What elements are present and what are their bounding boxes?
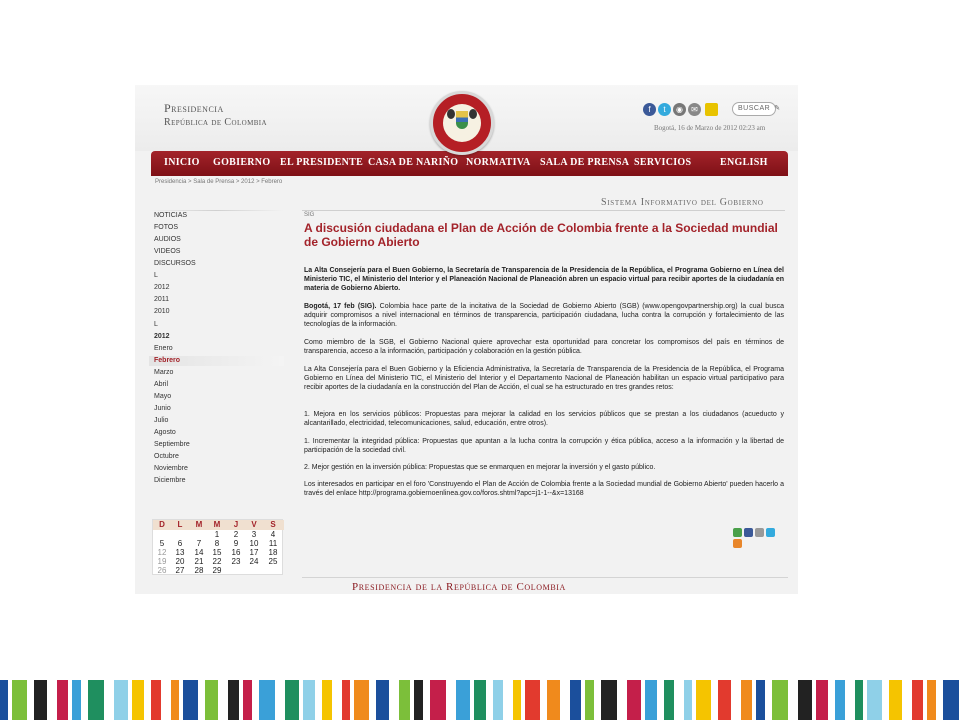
calendar-day[interactable]: 14 — [194, 548, 204, 557]
stripe-bar — [718, 680, 731, 720]
brand-subtitle: República de Colombia — [164, 117, 267, 128]
coat-of-arms-icon — [456, 111, 468, 129]
sidebar-month-septiembre[interactable]: Septiembre — [154, 441, 190, 448]
sidebar-current-year: 2012 — [154, 333, 170, 340]
main-nav — [151, 151, 788, 176]
stripe-bar — [205, 680, 218, 720]
seal-inner — [443, 104, 481, 142]
article-paragraph: 1. Incrementar la integridad pública: Propuestas que apuntan a la lucha contra la corrupción y ética pública, acceso a la información y la libertad de participación de la sociedad civil. — [304, 438, 784, 454]
sidebar-item-audios[interactable]: AUDIOS — [154, 236, 181, 243]
stripe-bar — [0, 680, 8, 720]
presidency-seal-logo[interactable] — [430, 91, 494, 155]
stripe-bar — [664, 680, 674, 720]
share-more-icon[interactable] — [733, 539, 742, 548]
breadcrumb[interactable]: Presidencia > Sala de Prensa > 2012 > Febrero — [155, 179, 283, 185]
nav-normativa[interactable]: NORMATIVA — [466, 157, 531, 168]
share-facebook-icon[interactable] — [744, 528, 753, 537]
stripe-bar — [259, 680, 275, 720]
stripe-bar — [912, 680, 923, 720]
share-twitter-icon[interactable] — [766, 528, 775, 537]
stripe-bar — [151, 680, 161, 720]
calendar-day[interactable]: 29 — [212, 566, 222, 575]
stripe-bar — [34, 680, 47, 720]
nav-servicios[interactable]: SERVICIOS — [634, 157, 692, 168]
stripe-bar — [57, 680, 68, 720]
sidebar-month-marzo[interactable]: Marzo — [154, 369, 174, 376]
facebook-icon[interactable]: f — [643, 103, 656, 116]
article-paragraph: 1. Mejora en los servicios públicos: Propuestas para mejorar la calidad en los servicios públicos que se prestan a los ciudadanos (acueducto y alcantarillado, electricidad, telecomunicaciones, salud, educación, entre otros). — [304, 411, 784, 427]
stripe-bar — [243, 680, 252, 720]
search-button[interactable]: BUSCAR ✎ — [732, 102, 776, 116]
article-paragraph — [304, 302, 784, 329]
stripe-bar — [376, 680, 389, 720]
stripe-bar — [12, 680, 27, 720]
stripe-bar — [798, 680, 812, 720]
calendar-day[interactable]: 11 — [268, 539, 278, 548]
sidebar-divider — [149, 210, 284, 211]
stripe-bar — [601, 680, 617, 720]
sidebar-year-2010[interactable]: 2010 — [154, 308, 170, 315]
condor-wing-right — [469, 109, 477, 119]
stripe-bar — [513, 680, 521, 720]
calendar-day[interactable]: 1 — [214, 530, 220, 539]
calendar-day[interactable]: 9 — [233, 539, 239, 548]
article-dateline: Bogotá, 17 feb (SIG). — [304, 303, 377, 310]
stripe-bar — [430, 680, 446, 720]
stripe-bar — [474, 680, 486, 720]
calendar-weekday-header: L — [177, 520, 183, 529]
article-paragraph: Los interesados en participar en el foro 'Construyendo el Plan de Acción de Colombia frente a la Sociedad mundial de Gobierno Abierto' pueden hacerlo a través del enlace http://programa.gobiernoenlinea.gov.co/foros.shtml?apc=j1-1--&x=13168 — [304, 481, 784, 497]
calendar-day[interactable]: 27 — [175, 566, 185, 575]
stripe-bar — [322, 680, 332, 720]
calendar-day[interactable]: 15 — [212, 548, 222, 557]
calendar-day[interactable]: 7 — [196, 539, 202, 548]
stripe-bar — [816, 680, 828, 720]
stripe-bar — [285, 680, 299, 720]
calendar-weekday-header: M — [213, 520, 221, 529]
stripe-bar — [228, 680, 239, 720]
sidebar-month-abril[interactable]: Abril — [154, 381, 169, 388]
calendar-day[interactable]: 20 — [175, 557, 185, 566]
decorative-color-stripe — [0, 680, 960, 720]
calendar-weekday-header: V — [251, 520, 257, 529]
email-icon[interactable]: ✉ — [688, 103, 701, 116]
sidebar-month-enero[interactable]: Enero — [154, 345, 173, 352]
share-google-icon[interactable] — [733, 528, 742, 537]
stripe-bar — [493, 680, 503, 720]
stripe-bar — [645, 680, 657, 720]
stripe-bar — [525, 680, 540, 720]
calendar-day[interactable]: 4 — [270, 530, 276, 539]
stripe-bar — [585, 680, 594, 720]
calendar-day[interactable]: 5 — [159, 539, 165, 548]
section-title: Sistema Informativo del Gobierno — [601, 197, 764, 208]
sidebar-separator: L — [154, 272, 158, 279]
rss-icon[interactable]: ◉ — [673, 103, 686, 116]
stripe-bar — [627, 680, 641, 720]
stripe-bar — [72, 680, 81, 720]
article-paragraph: La Alta Consejería para el Buen Gobierno y la Eficiencia Administrativa, la Secretaría de Transparencia de la Presidencia de la República, el Programa Gobierno en Línea del Ministerio TIC, el Ministerio del Interior y el Departamento Nacional de Planeación habilitan un espacio virtual participativo para recibir aportes de la ciudadanía en la construcción del Plan de Acción, el cual se ha estructurado en tres grandes retos: — [304, 366, 784, 391]
calendar-day[interactable]: 18 — [268, 548, 278, 557]
sidebar-year-2012[interactable]: 2012 — [154, 284, 170, 291]
sidebar-month-febrero[interactable]: Febrero — [154, 357, 181, 364]
stripe-bar — [570, 680, 581, 720]
article-title: A discusión ciudadana el Plan de Acción de Colombia frente a la Sociedad mundial de Gobierno Abierto — [304, 221, 778, 249]
article-kicker: SIG — [304, 212, 315, 218]
stripe-bar — [354, 680, 369, 720]
nav-english[interactable]: ENGLISH — [720, 157, 768, 168]
footer-title: Presidencia de la República de Colombia — [352, 581, 566, 593]
calendar-day[interactable]: 21 — [194, 557, 204, 566]
sidebar-month-agosto[interactable]: Agosto — [154, 429, 176, 436]
calendar-weekday-header: S — [270, 520, 276, 529]
stripe-bar — [456, 680, 470, 720]
article-paragraph: 2. Mejor gestión en la inversión pública: Propuestas que se enmarquen en mejorar la inversión y el gasto público. — [304, 464, 656, 471]
stripe-bar — [88, 680, 104, 720]
twitter-icon[interactable]: t — [658, 103, 671, 116]
stripe-bar — [772, 680, 788, 720]
stripe-bar — [183, 680, 198, 720]
calendar-day[interactable]: 10 — [249, 539, 259, 548]
stripe-bar — [855, 680, 863, 720]
calendar-day[interactable]: 17 — [249, 548, 259, 557]
article-lead: La Alta Consejería para el Buen Gobierno, la Secretaría de Transparencia de la Presidencia de la República, el Programa Gobierno en Línea del Ministerio TIC, el Ministerio del Interior y el Planeación Nacional de Planeación abren un espacio virtual para recibir aportes de la ciudadanía en materia de Gobierno Abierto. — [304, 267, 784, 292]
nav-inicio[interactable]: INICIO — [164, 157, 200, 168]
calendar-day[interactable]: 26 — [157, 566, 167, 575]
sidebar-month-noviembre[interactable]: Noviembre — [154, 465, 188, 472]
condor-wing-left — [447, 109, 455, 119]
folder-icon[interactable] — [705, 103, 718, 116]
stripe-bar — [132, 680, 144, 720]
stripe-bar — [889, 680, 902, 720]
calendar-weekday-header: M — [195, 520, 203, 529]
sidebar-item-videos[interactable]: VIDEOS — [154, 248, 181, 255]
stripe-bar — [414, 680, 423, 720]
divider — [302, 210, 785, 211]
sidebar-item-fotos[interactable]: FOTOS — [154, 224, 178, 231]
nav-casa-de-narino[interactable]: CASA DE NARIÑO — [368, 157, 459, 168]
sidebar-item-noticias[interactable]: NOTICIAS — [154, 212, 188, 219]
sidebar-month-diciembre[interactable]: Diciembre — [154, 477, 186, 484]
stripe-bar — [741, 680, 752, 720]
calendar-day[interactable]: 22 — [212, 557, 222, 566]
website-screenshot — [135, 85, 798, 594]
article-paragraph-text: Colombia hace parte de la incitativa de la Sociedad de Gobierno Abierto (SGB) (www.opengovpartnership.org) la cual busca adquirir compromisos a nivel internacional en términos de transparencia, participación ciudadana, lucha contra la corrupción y fortalecimiento de las tecnologías de la información. — [304, 303, 784, 328]
stripe-bar — [943, 680, 959, 720]
sidebar-month-mayo[interactable]: Mayo — [154, 393, 172, 400]
nav-gobierno[interactable]: GOBIERNO — [213, 157, 271, 168]
stripe-bar — [171, 680, 179, 720]
sidebar-year-2011[interactable]: 2011 — [154, 296, 170, 303]
sidebar-month-junio[interactable]: Junio — [154, 405, 171, 412]
calendar-day[interactable]: 28 — [194, 566, 204, 575]
calendar-day[interactable]: 6 — [177, 539, 183, 548]
article-paragraph: Como miembro de la SGB, el Gobierno Nacional quiere aprovechar esta oportunidad para concretar los compromisos del país en términos de transparencia, acceso a la información, participación y colaboración en la gestión pública. — [304, 339, 784, 355]
stripe-bar — [835, 680, 845, 720]
pencil-icon: ✎ — [774, 105, 781, 112]
nav-el-presidente[interactable]: EL PRESIDENTE — [280, 157, 364, 168]
current-date: Bogotá, 16 de Marzo de 2012 02:23 am — [654, 124, 766, 132]
stripe-bar — [696, 680, 711, 720]
stripe-bar — [756, 680, 765, 720]
calendar-day[interactable]: 23 — [231, 557, 241, 566]
calendar-day[interactable]: 12 — [157, 548, 167, 557]
nav-sala-de-prensa[interactable]: SALA DE PRENSA — [540, 157, 630, 168]
sidebar-month-julio[interactable]: Julio — [154, 417, 169, 424]
stripe-bar — [114, 680, 128, 720]
sidebar-item-discursos[interactable]: DISCURSOS — [154, 260, 196, 267]
sidebar-month-octubre[interactable]: Octubre — [154, 453, 179, 460]
calendar-weekday-header: D — [159, 520, 165, 529]
calendar-day[interactable]: 2 — [233, 530, 239, 539]
brand-title[interactable]: Presidencia — [164, 101, 224, 115]
share-email-icon[interactable] — [755, 528, 764, 537]
calendar-day[interactable]: 25 — [268, 557, 278, 566]
stripe-bar — [399, 680, 410, 720]
stripe-bar — [547, 680, 560, 720]
stripe-bar — [303, 680, 315, 720]
calendar-day[interactable]: 8 — [214, 539, 220, 548]
calendar — [152, 519, 283, 575]
stripe-bar — [867, 680, 882, 720]
stripe-bar — [684, 680, 692, 720]
footer-divider — [302, 577, 788, 578]
stripe-bar — [927, 680, 936, 720]
calendar-day[interactable]: 24 — [249, 557, 259, 566]
calendar-day[interactable]: 19 — [157, 557, 167, 566]
calendar-day[interactable]: 16 — [231, 548, 241, 557]
calendar-day[interactable]: 13 — [175, 548, 185, 557]
sidebar-separator: L — [154, 321, 158, 328]
calendar-day[interactable]: 3 — [251, 530, 257, 539]
stripe-bar — [342, 680, 350, 720]
calendar-weekday-header: J — [233, 520, 239, 529]
